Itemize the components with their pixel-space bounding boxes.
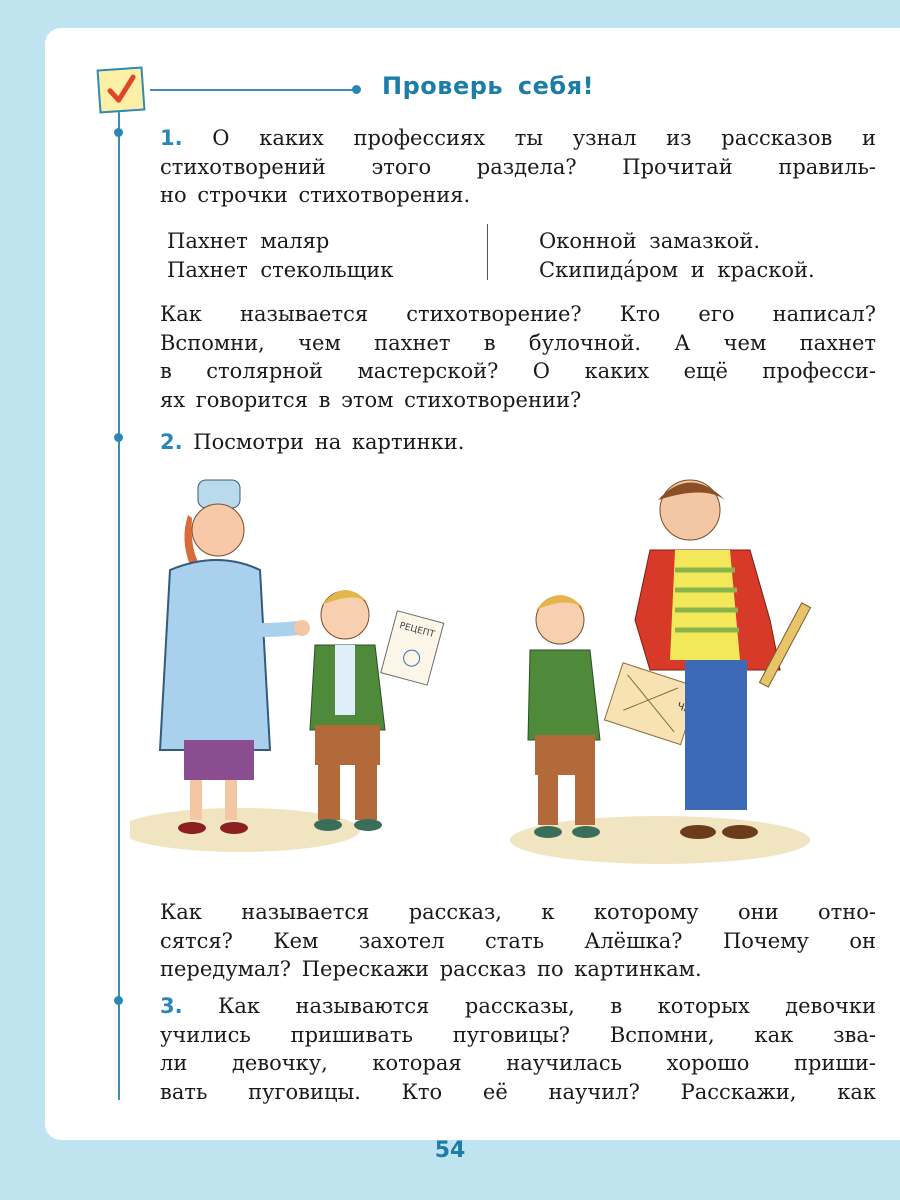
margin-rule xyxy=(118,92,120,1100)
task3-text: 3. Как называются рассказы, в которых девочки учились пришивать пуговицы? Вспомни, как зва- ли девочку, которая научилась хорошо приши- вать пуговицы. Кто её научил? Расскажи, как xyxy=(160,994,876,1104)
man-figure xyxy=(635,480,811,839)
check-icon xyxy=(97,66,146,113)
task1-bullet-dot xyxy=(114,128,123,137)
poem-left-column: Пахнет маляр Пахнет стекольщик xyxy=(167,229,394,282)
section-heading: Проверь себя! xyxy=(382,72,595,100)
poem-right-column: Оконной замазкой. Скипида́ром и краской. xyxy=(539,229,815,282)
task2-text: 2. Посмотри на картинки. xyxy=(160,430,465,454)
poem-divider xyxy=(487,224,488,280)
task3-bullet-dot xyxy=(114,996,123,1005)
heading-bullet-dot xyxy=(352,85,361,94)
task1-text: 1. О каких профессиях ты узнал из рассказов и стихотворений этого раздела? Прочитай правиль- но строчки стихотворения. xyxy=(160,126,876,207)
task2-number: 2. xyxy=(160,430,183,454)
task3-number: 3. xyxy=(160,994,183,1018)
doctor-figure xyxy=(160,480,310,834)
boy-figure-left xyxy=(310,590,444,831)
task2-questions: Как называется рассказ, к которому они отно- сятся? Кем захотел стать Алёшка? Почему он передумал? Перескажи рассказ по картинкам. xyxy=(160,900,876,981)
task1-number: 1. xyxy=(160,126,183,150)
task2-bullet-dot xyxy=(114,433,123,442)
page-number: 54 xyxy=(434,1138,466,1163)
heading-rule xyxy=(150,89,355,91)
task1-questions: Как называется стихотворение? Кто его написал? Вспомни, чем пахнет в булочной. А чем пахнет в столярной мастерской? О каких ещё професси- ях говорится в этом стихотворении? xyxy=(160,302,876,412)
prescription-label: РЕЦЕПТ xyxy=(398,621,436,641)
story-illustration xyxy=(130,470,850,870)
